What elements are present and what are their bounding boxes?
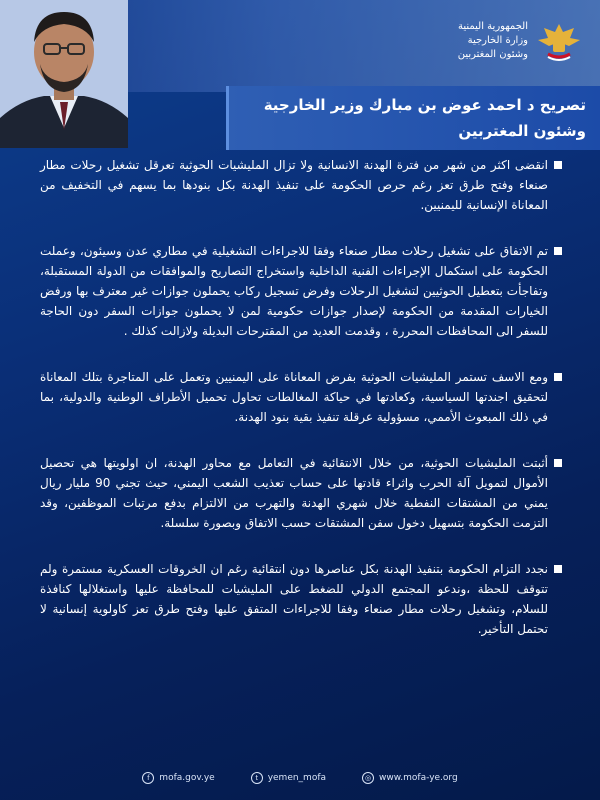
paragraph-4	[40, 453, 562, 533]
paragraph-text: انقضى اكثر من شهر من فترة الهدنة الانسانية ولا تزال المليشيات الحوثية تعرقل تشغيل رحلات مطار صنعاء وفتح طرق تعز رغم حرص الحكومة على تنفيذ الهدنة بكل بنودها بما يسهم في التخفيف من المعاناة الإنسانية لليمنيين.	[40, 158, 548, 212]
ministry-line-3: وشئون المغتربين	[457, 49, 528, 60]
paragraph-text: أثبتت المليشيات الحوثية، من خلال الانتقائية في التعامل مع محاور الهدنة، ان اولويتها هي تحصيل الأموال لتمويل آلة الحرب واثراء قادتها على حساب تعذيب الشعب اليمني، حيث تجني 90 مليار ريال يمني من المشتقات النفطية خلال شهري الهدنة والتهرب من الالتزام بدفع مرتبات الموظفين، وقد التزمت الحكومة بتسهيل دخول سفن المشتقات حسب الاتفاق وبصورة سلسلة.	[40, 456, 548, 530]
ministry-line-1: الجمهورية اليمنية	[457, 21, 528, 32]
ministry-line-2: وزارة الخارجية	[467, 35, 528, 46]
paragraph-5	[40, 559, 562, 639]
paragraph-text: نجدد التزام الحكومة بتنفيذ الهدنة بكل عناصرها دون انتقائية رغم ان الخروقات العسكرية مستمرة ولم تتوقف للحظة ،وندعو المجتمع الدولي للضغط على المليشيات للمحافظة عليها واستغلالها كنافذة للسلام، وتشغيل رحلات مطار صنعاء وفقا للاجراءات المتفق عليها وفتح طرق تعز كاولوية إنسانية لا تحتمل التأخير.	[40, 562, 548, 636]
twitter-icon: t	[251, 772, 263, 784]
paragraph-1	[40, 155, 562, 215]
footer-twitter[interactable]	[251, 772, 326, 784]
bullet-icon	[554, 459, 562, 467]
globe-icon: ◎	[362, 772, 374, 784]
footer-facebook[interactable]	[142, 772, 214, 784]
eagle-emblem-icon	[536, 18, 582, 64]
statement-body	[40, 155, 562, 665]
minister-portrait	[0, 0, 128, 148]
paragraph-3	[40, 367, 562, 427]
facebook-handle: mofa.gov.ye	[159, 773, 215, 783]
bullet-icon	[554, 161, 562, 169]
footer	[0, 756, 600, 800]
footer-website[interactable]	[362, 772, 458, 784]
paragraph-text: تم الاتفاق على تشغيل رحلات مطار صنعاء وفقا للاجراءات التشغيلية في مطاري عدن وسيئون، وعملت الحكومة على استكمال الإجراءات الفنية الداخلية واستخراج التصاريح والموافقات من الدولة المستقبلة، وتفاجأت بتعطيل الحوثيين لتشغيل الرحلات وفرض تسجيل ركاب يحملون جوازات غير معترف بها ورفض الخيارات المقدمة من الحكومة لإصدار جوازات حكومية لمن لا يحملون جوازات السفر دون الحاجة للسفر الى المحافظات المحررة ، وقدمت العديد من المقترحات البديلة ولازالت كذلك .	[40, 244, 548, 338]
paragraph-2	[40, 241, 562, 341]
twitter-handle: yemen_mofa	[267, 773, 327, 783]
facebook-icon: f	[142, 772, 154, 784]
title-banner	[226, 86, 600, 150]
ministry-name	[458, 18, 528, 62]
website-url: www.mofa-ye.org	[379, 773, 458, 783]
ministry-identity	[412, 18, 582, 78]
paragraph-text: ومع الاسف تستمر المليشيات الحوثية بفرض المعاناة على اليمنيين وتعمل على المتاجرة بتلك المعاناة لتحقيق اجندتها السياسية، وكعادتها في حياكة المغالطات تحاول تحميل الأطراف الوطنية والدولية، بما في ذلك المبعوث الأممي، مسؤولية عرقلة تنفيذ بقية بنود الهدنة.	[40, 370, 548, 424]
bullet-icon	[554, 565, 562, 573]
bullet-icon	[554, 373, 562, 381]
bullet-icon	[554, 247, 562, 255]
title-line-1: تصريح د احمد عوض بن مبارك وزير الخارجية	[263, 96, 586, 114]
title-line-2: وشئون المغتربين	[458, 122, 586, 140]
